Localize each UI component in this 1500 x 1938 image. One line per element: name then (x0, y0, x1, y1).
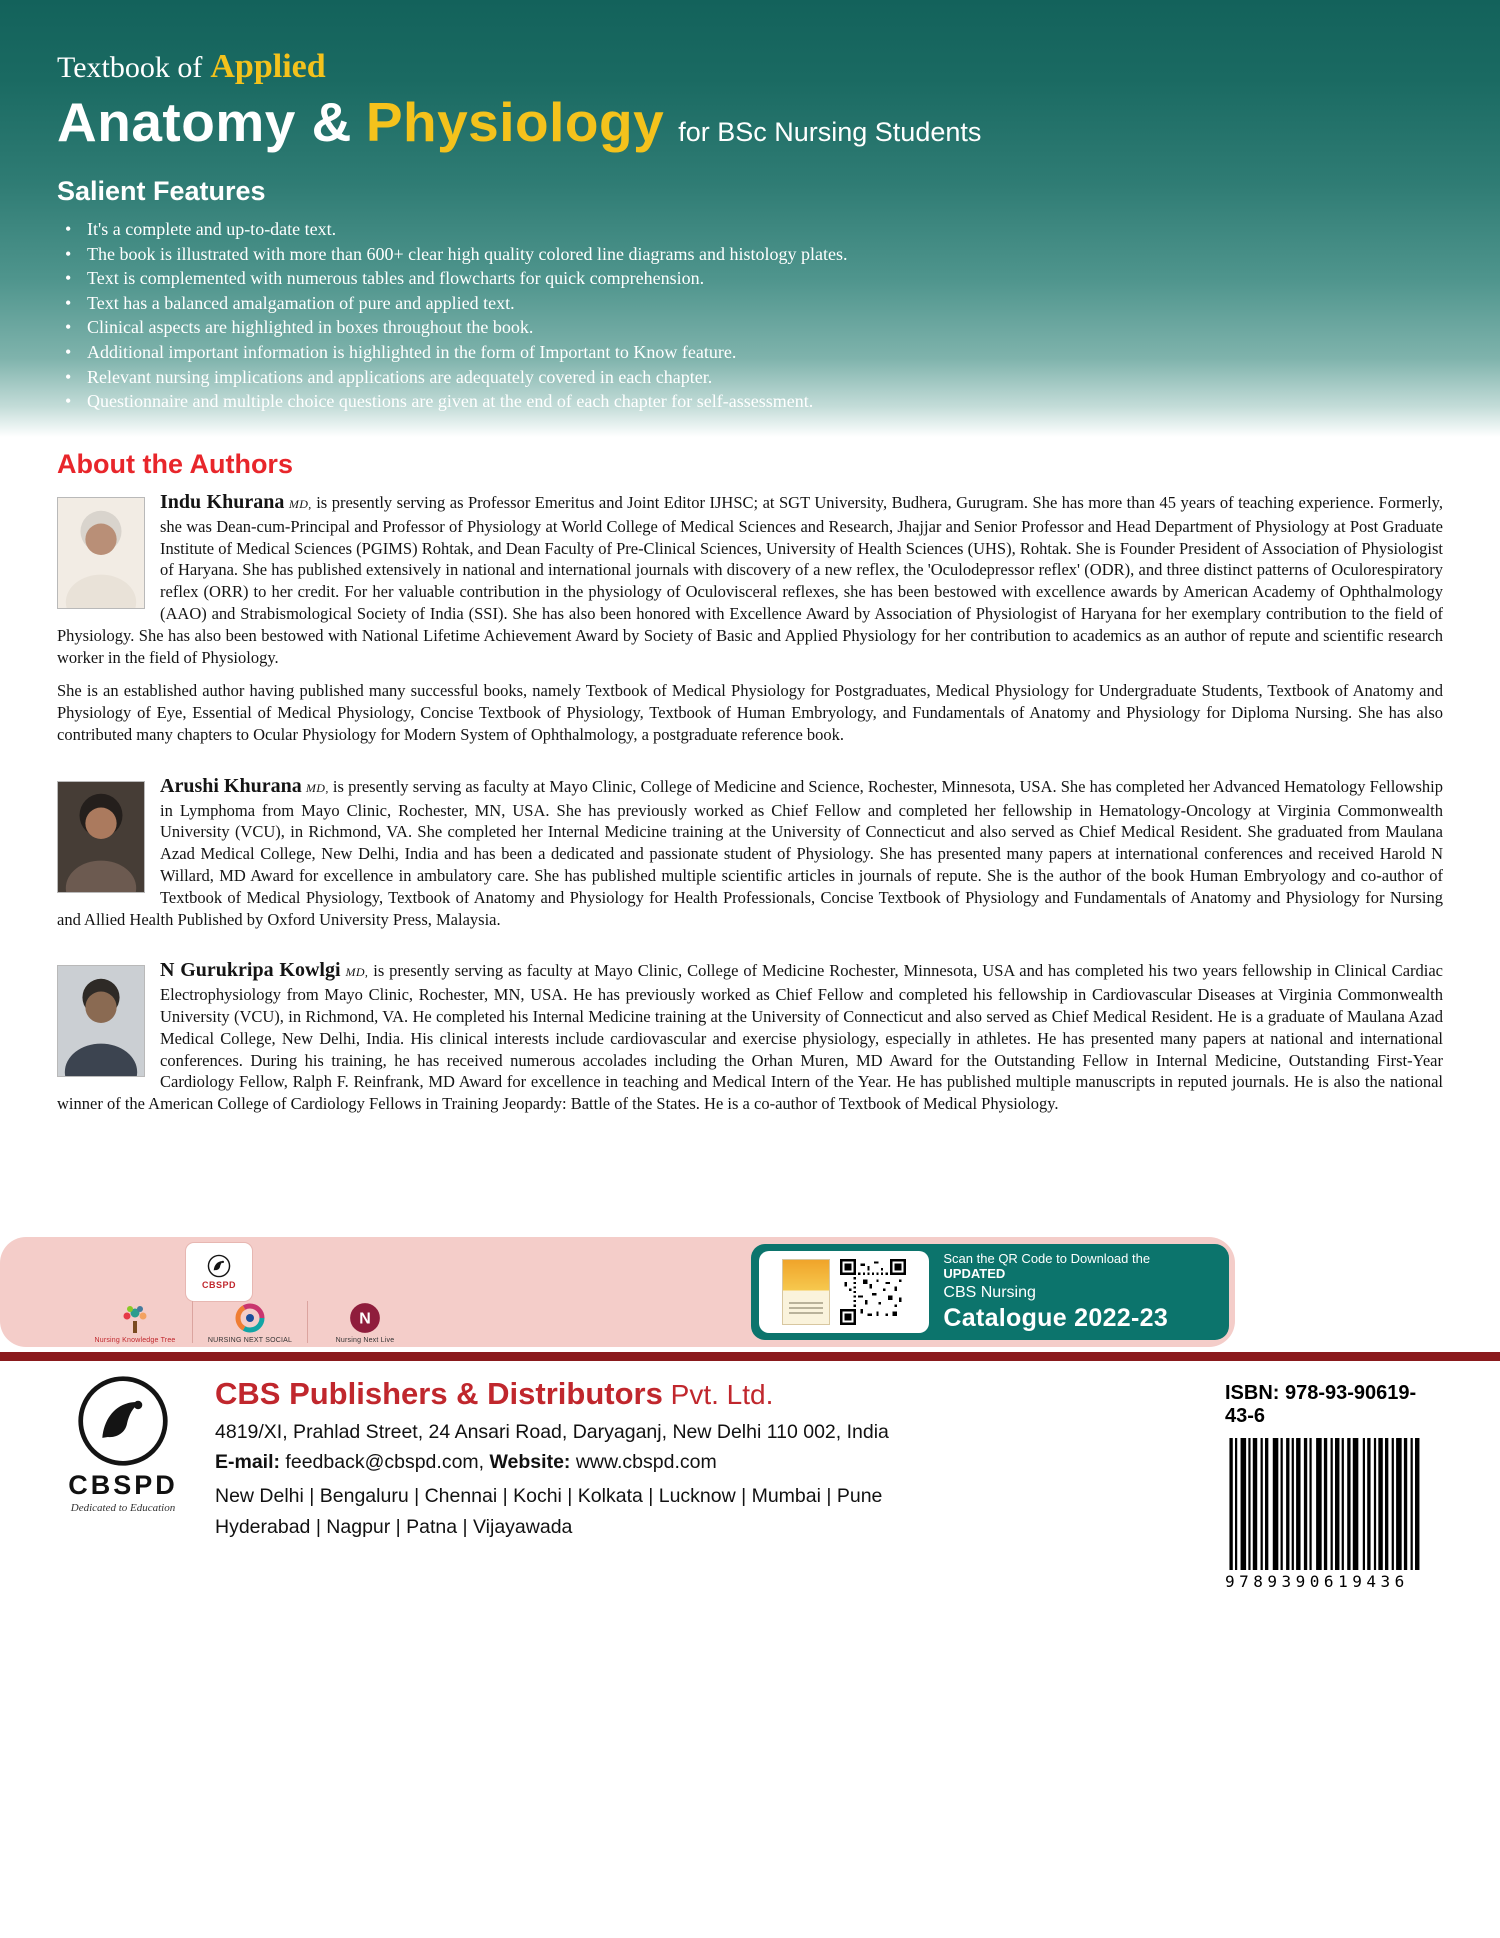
nns-logo-icon (233, 1301, 267, 1335)
barcode (1225, 1438, 1425, 1570)
feature-item: • Clinical aspects are highlighted in boxes throughout the book. (57, 315, 1443, 340)
website-value: www.cbspd.com (570, 1451, 717, 1473)
logo-separator (192, 1301, 193, 1343)
partner-logos-row (92, 1301, 408, 1344)
author-degree: MD, (345, 965, 369, 980)
cities-line-1: New Delhi | Bengaluru | Chennai | Kochi | Kolkata | Lucknow | Mumbai | Pune (215, 1485, 883, 1507)
publisher-details (215, 1374, 889, 1543)
qr-code-icon (840, 1259, 906, 1325)
qr-text-block (943, 1251, 1213, 1333)
author-bio-text: is presently serving as faculty at Mayo Clinic, College of Medicine Rochester, Minnesota, USA and has completed his two years fellowship in Clinical Cardiac Electrophysiology from Mayo Clinic, Rochester, MN, USA. He has previously worked as Chief Fellow and completed his fellowship in Cardiovascular Diseases at Virginia Commonwealth University (VCU), in Richmond, VA. He completed his Internal Medicine training at the University of Connecticut and also served as Chief Medical Resident. He is a graduate of Maulana Azad Medical College, New Delhi, India. His clinical interests include cardiovascular and exercise physiology, especially in athletes. He has presented many papers at national and international conferences. During his training, he has received numerous accolades including the Orhan Muren, MD Award for the Outstanding Fellow in Internal Medicine, Outstanding First-Year Cardiology Fellow, Ralph F. Reinfrank, MD Award for excellence in teaching and Medical Intern of the Year. He has published multiple manuscripts in reputed journals. He is also the national winner of the American College of Cardiology Fellows in Training Jeopardy: Battle of the States. He is a co-author of Textbook of Medical Physiology. (57, 961, 1443, 1114)
qr-product: CBS Nursing (943, 1284, 1036, 1301)
nursing-next-social-logo (207, 1301, 293, 1344)
tree-logo-icon (118, 1301, 152, 1335)
author-bio (57, 776, 1443, 931)
feature-item: • It's a complete and up-to-date text. (57, 217, 1443, 242)
features-list (57, 217, 1443, 414)
cbspd-mini-card (186, 1243, 252, 1301)
qr-instruction-updated: UPDATED (943, 1266, 1006, 1281)
author-bio-text: is presently serving as faculty at Mayo Clinic, College of Medicine and Science, Rochester, Minnesota, USA. She has completed her Advanced Hematology Fellowship in Lymphoma from Mayo Clinic, Rochester, MN, USA. She has previously worked as Chief Fellow and completed her fellowship in Hematology-Oncology at Virginia Commonwealth University (VCU), in Richmond, VA. She completed her Internal Medicine training at the University of Connecticut and also served as Chief Medical Resident. She graduated from Maulana Azad Medical College, New Delhi, India and has been a dedicated and passionate student of Physiology. She has presented many papers at international conferences and received Harold N Willard, MD Award for excellence in ambulatory care. She has published multiple scientific articles in journals of repute. She is the author of the book Human Embryology and co-author of Textbook of Medical Physiology, Textbook of Anatomy and Physiology for Health Professionals, Concise Textbook of Physiology and Fundamentals of Anatomy and Physiology for Nursing and Allied Health Published by Oxford University Press, Malaysia. (57, 776, 1443, 929)
feature-item: • Additional important information is highlighted in the form of Important to Know feature. (57, 340, 1443, 365)
author-bio-paragraph-2: She is an established author having published many successful books, namely Textbook of Medical Physiology for Postgraduates, Medical Physiology for Undergraduate Students, Textbook of Anatomy and Physiology of Eye, Essential of Medical Physiology, Concise Textbook of Physiology, Textbook of Human Embryology, and Fundamentals of Anatomy and Physiology for Diploma Nursing. She has also contributed many chapters to Ocular Physiology for Modern System of Ophthalmology, a postgraduate reference book. (57, 681, 1443, 744)
publisher-name (215, 1376, 889, 1412)
email-value: feedback@cbspd.com, (280, 1451, 490, 1473)
author-photo (57, 497, 145, 609)
publisher-contact (215, 1451, 889, 1474)
cbspd-mini-logo-icon (207, 1254, 231, 1278)
about-authors-section (0, 437, 1500, 1115)
feature-item: • Text has a balanced amalgamation of pure and applied text. (57, 291, 1443, 316)
author-degree: MD, (288, 497, 312, 511)
nursing-next-live-logo (322, 1301, 408, 1344)
svg-text:N: N (359, 1310, 371, 1328)
header (0, 0, 1500, 437)
logo-caption: NURSING NEXT SOCIAL (207, 1337, 293, 1344)
author-name: Indu Khurana (160, 492, 285, 513)
author-bio (57, 960, 1443, 1115)
title-main-white: Anatomy & (57, 91, 352, 153)
salient-features-heading: Salient Features (57, 176, 266, 206)
isbn-block (1225, 1382, 1443, 1591)
feature-item: • Questionnaire and multiple choice questions are given at the end of each chapter for self-assessment. (57, 389, 1443, 414)
nursing-knowledge-tree-logo (92, 1301, 178, 1344)
publisher-name-main: CBS Publishers & Distributors (215, 1376, 663, 1411)
author-name: Arushi Khurana (160, 775, 302, 797)
branding-strip (0, 1237, 1235, 1347)
author-block (57, 492, 1443, 746)
red-divider (0, 1352, 1500, 1361)
cbspd-logo-text: CBSPD (68, 1470, 178, 1500)
cities-line-2: Hyderabad | Nagpur | Patna | Vijayawada (215, 1516, 573, 1538)
publisher-address: 4819/XI, Prahlad Street, 24 Ansari Road, Daryaganj, New Delhi 110 002, India (215, 1421, 889, 1443)
logo-separator (307, 1301, 308, 1343)
email-label: E-mail: (215, 1451, 281, 1473)
author-degree: MD, (305, 780, 329, 795)
cbspd-mini-label: CBSPD (201, 1280, 236, 1290)
title-main-yellow: Physiology (365, 91, 665, 153)
logo-caption: Nursing Knowledge Tree (94, 1337, 176, 1344)
feature-item: • The book is illustrated with more than 600+ clear high quality colored line diagrams and histology plates. (57, 242, 1443, 267)
author-name: N Gurukripa Kowlgi (160, 960, 341, 982)
qr-instruction-text: Scan the QR Code to Download the (943, 1251, 1151, 1266)
cbspd-logo-icon (76, 1374, 170, 1468)
catalogue-thumbnail (782, 1259, 830, 1325)
title-highlight: Applied (210, 48, 326, 85)
feature-item: • Relevant nursing implications and applications are adequately covered in each chapter. (57, 365, 1443, 390)
author-photo (57, 965, 145, 1077)
qr-panel (751, 1244, 1229, 1340)
cbspd-tagline: Dedicated to Education (70, 1502, 176, 1514)
book-series-title (57, 48, 1443, 86)
publisher-name-suffix: Pvt. Ltd. (662, 1379, 774, 1410)
publisher-section (0, 1374, 1500, 1591)
logo-caption: Nursing Next Live (335, 1337, 395, 1344)
feature-item: • Text is complemented with numerous tables and flowcharts for quick comprehension. (57, 266, 1443, 291)
title-subtitle: for BSc Nursing Students (678, 117, 982, 147)
author-photo (57, 781, 145, 893)
website-label: Website: (489, 1451, 571, 1473)
qr-instruction (943, 1251, 1213, 1281)
publisher-cities (215, 1481, 889, 1543)
book-title (57, 90, 1443, 154)
title-prefix: Textbook of (57, 51, 203, 84)
author-bio (57, 492, 1443, 668)
author-block (57, 960, 1443, 1115)
publisher-logo-block (57, 1374, 189, 1543)
qr-catalogue: Catalogue 2022-23 (943, 1304, 1169, 1332)
barcode-number: 9789390619436 (1225, 1572, 1409, 1591)
nnl-logo-icon (348, 1301, 382, 1335)
qr-card (759, 1251, 929, 1333)
author-block (57, 776, 1443, 931)
author-bio-text: is presently serving as Professor Emeritus and Joint Editor IJHSC; at SGT University, Budhera, Gurugram. She has more than 45 years of teaching experience. Formerly, she was Dean-cum-Principal and Professor of Physiology at World College of Medical Sciences and Research, Jhajjar and Senior Professor and Head Department of Physiology at Post Graduate Institute of Medical Sciences (PGIMS) Rohtak, and Dean Faculty of Pre-Clinical Sciences, University of Health Sciences (UHS), Rohtak. She is Founder President of Association of Physiologist of Haryana. She has published extensively in national and international journals with discovery of a new reflex, the 'Oculodepressor reflex' (ODR), and three distinct patterns of Oculorespiratory reflex (ORR) to her credit. For her valuable contribution in the physiology of Oculovisceral reflexes, she has been bestowed with excellence awards by American Academy of Ophthalmology (AAO) and Strabismological Society of India (SSI). She has also been honored with Excellence Award by Association of Physiologist of Haryana for her exemplary contribution to the field of Physiology. She has also been bestowed with National Lifetime Achievement Award by Society of Basic and Applied Physiology for her contribution to academics as an author of repute and scientific research worker in the field of Physiology. (57, 493, 1443, 667)
about-authors-heading: About the Authors (57, 449, 293, 479)
isbn-label: ISBN: 978-93-90619-43-6 (1225, 1382, 1417, 1427)
